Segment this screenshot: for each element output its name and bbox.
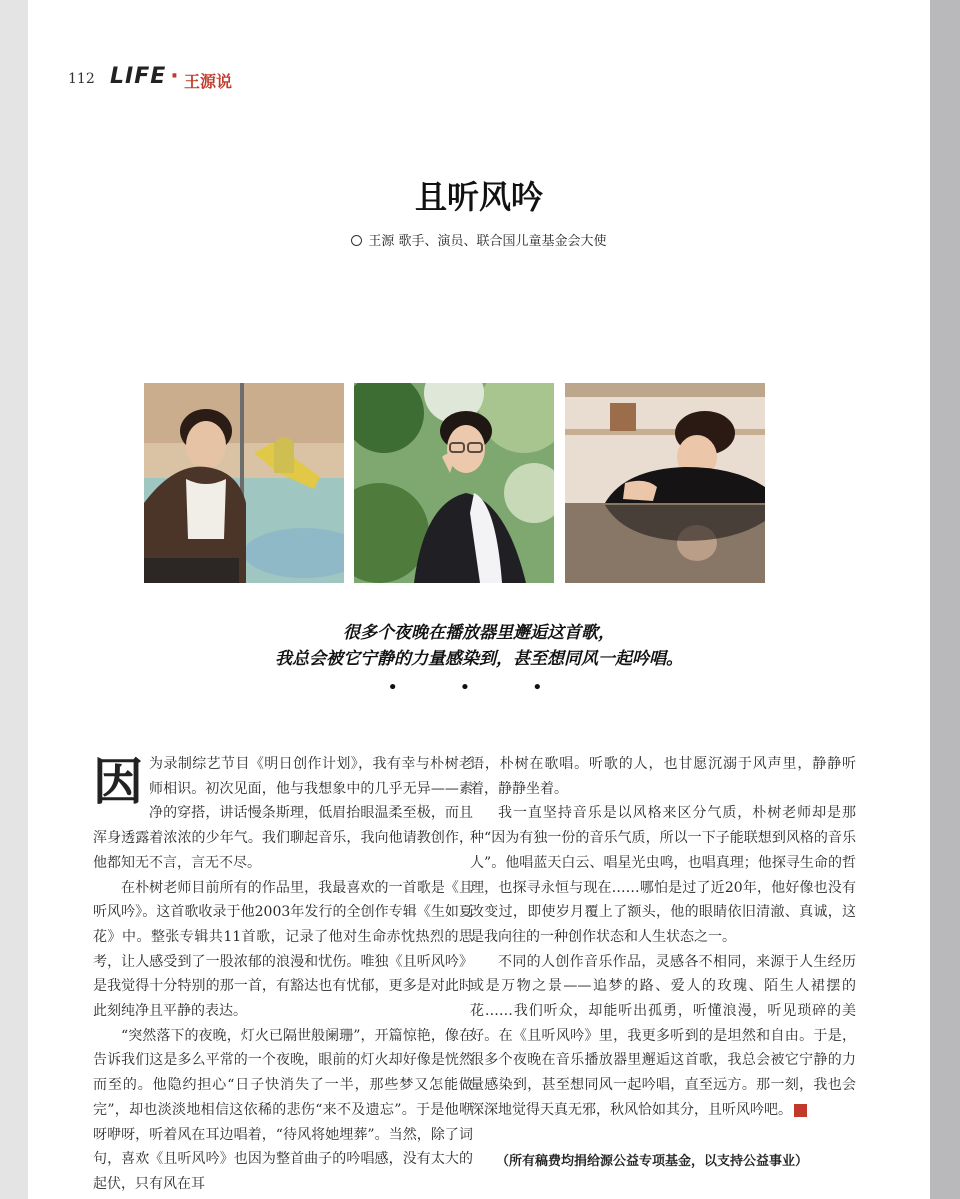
- magazine-name: LIFE: [110, 64, 167, 89]
- byline-text: 王源 歌手、演员、联合国儿童基金会大使: [368, 234, 607, 249]
- paragraph: [93, 752, 473, 876]
- paragraph: 在朴树老师目前所有的作品里，我最喜欢的一首歌是《且听风吟》。这首歌收录于他2003年发行的全创作专辑《生如夏花》中。整张专辑共11首歌，记录了他对生命赤忱热烈的思考，让人感受到了一股浓郁的浪漫和忧伤。唯独《且听风吟》是我觉得十分特别的那一首，有豁达也有忧郁，更多是对此时此刻纯净且平静的表达。: [93, 879, 473, 1020]
- paragraph-text: 不同的人创作音乐作品，灵感各不相同，来源于人生经历或是万物之景——追梦的路、爱人的玫瑰、陌生人裙摆的花……我们听众，却能听出孤勇，听懂浪漫，听见琐碎的美好。在《且听风吟》里，我更多听到的是坦然和自由。于是，很多个夜晚在音乐播放器里邂逅这首歌，我总会被它宁静的力量感染到，甚至想同风一起吟唱，直至远方。那一刻，我也会深深地觉得天真无邪，秋风恰如其分，且听风吟吧。: [470, 953, 856, 1118]
- paragraph: [470, 950, 856, 1123]
- pull-quote-line: 我总会被它宁静的力量感染到，甚至想同风一起吟唱。: [275, 649, 683, 669]
- pull-quote: [28, 620, 930, 672]
- photo-young-man-reflection-table: [565, 383, 765, 583]
- paragraph: 语，朴树在歌唱。听歌的人，也甘愿沉溺于风声里，静静听着，静静坐着。: [470, 756, 856, 797]
- header-separator: ·: [170, 64, 180, 89]
- section-divider-dots: • • •: [387, 677, 571, 698]
- paragraph: 我一直坚持音乐是以风格来区分气质，朴树老师却是那种“因为有独一份的音乐气质，所以一下子能联想到风格的音乐人”。他唱蓝天白云、唱星光虫鸣，也唱真理；他探寻生命的哲理，也探寻永恒与现在……哪怕是过了近20年，他好像也没有改变过，即使岁月覆上了额头，他的眼睛依旧清澈、真诚，这是我向往的一种创作状态和人生状态之一。: [470, 805, 856, 945]
- photo-young-man-glasses-trees: [354, 383, 554, 583]
- byline-circle-icon: [351, 235, 362, 246]
- article-title: 且听风吟: [414, 178, 543, 216]
- magazine-page: [28, 0, 930, 1199]
- photo-young-man-railing: [144, 383, 344, 583]
- paragraph: “突然落下的夜晚，灯火已隔世般阑珊”，开篇惊艳，像在告诉我们这是多么平常的一个夜晚，眼前的灯火却好像是恍然而至的。他隐约担心“日子快消失了一半，那些梦又怎能做完”，却也淡淡地相信这依稀的悲伤“来不及遗忘”。于是他咿呀咿呀，听着风在耳边唱着，“待风将她埋葬”。当然，除了词句，喜欢《且听风吟》也因为整首曲子的吟唱感，没有太大的起伏，只有风在耳: [93, 1027, 473, 1192]
- article-column-right: [470, 752, 856, 1123]
- end-mark-icon: G: [794, 1104, 807, 1117]
- pull-quote-line: 很多个夜晚在播放器里邂逅这首歌，: [343, 623, 615, 643]
- page-number: 112: [68, 71, 95, 87]
- page-gutter-right: [930, 0, 960, 1199]
- column-name: 王源说: [184, 72, 233, 91]
- drop-cap: 因: [93, 752, 143, 811]
- page-gutter-left: [0, 0, 28, 1199]
- paragraph-text: 为录制综艺节目《明日创作计划》，我有幸与朴树老师相识。初次见面，他与我想象中的几乎无异——素净的穿搭，讲话慢条斯理，低眉抬眼温柔至极，而且浑身透露着浓浓的少年气。我们聊起音乐，我向他请教创作，他都知无不言，言无不尽。: [93, 756, 473, 871]
- magazine-logo: [110, 64, 184, 89]
- footnote: （所有稿费均捐给源公益专项基金，以支持公益事业）: [496, 1154, 809, 1169]
- article-column-left: [93, 752, 473, 1197]
- byline: [28, 230, 930, 249]
